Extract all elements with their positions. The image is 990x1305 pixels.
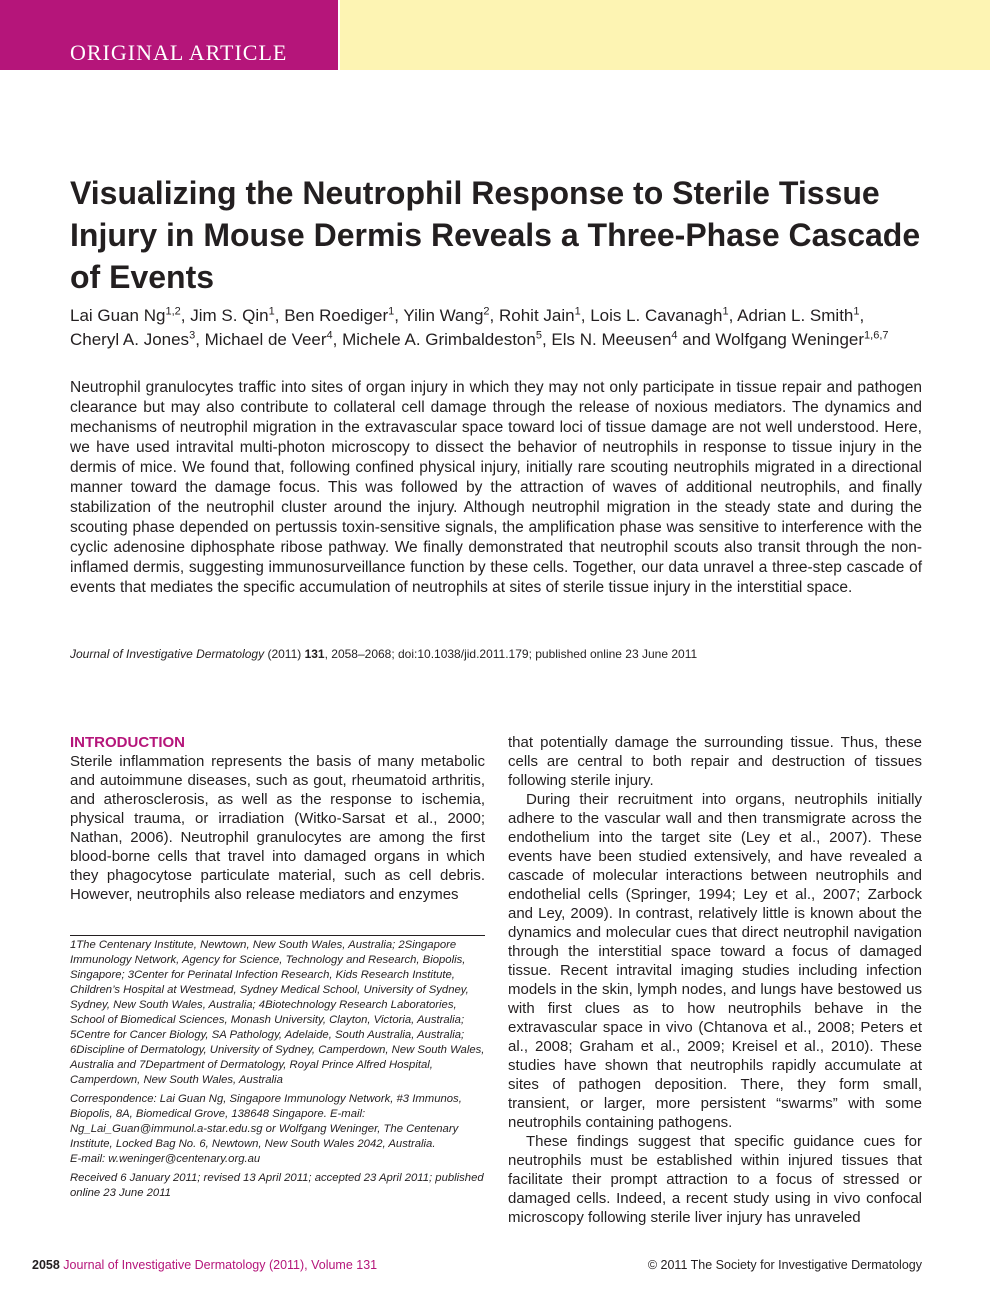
author-name: Cheryl A. Jones — [70, 330, 190, 349]
author-line — [70, 304, 940, 328]
author-affiliation: 1,6,7 — [864, 329, 889, 342]
received-dates: Received 6 January 2011; revised 13 April 2011; accepted 23 April 2011; published online 23 June 2011 — [70, 1172, 484, 1199]
author-affiliation: 5 — [535, 329, 542, 342]
correspondence-email: E-mail: w.weninger@centenary.org.au — [70, 1153, 261, 1165]
author-affiliation: 1 — [388, 305, 395, 318]
author-separator: , — [180, 306, 191, 325]
footnotes — [70, 935, 485, 1201]
right-column — [508, 733, 922, 1227]
author-separator: , — [394, 306, 404, 325]
author-name: Lois L. Cavanagh — [590, 306, 723, 325]
author-affiliation: 1 — [268, 305, 275, 318]
copyright: © 2011 The Society for Investigative Dermatology — [647, 1258, 922, 1272]
page-footer — [32, 1258, 922, 1272]
author-separator: and — [677, 330, 716, 349]
author-separator: , — [274, 306, 285, 325]
article-title: Visualizing the Neutrophil Response to Sterile Tissue Injury in Mouse Dermis Reveals a Three-Phase Cascade of Events — [70, 175, 921, 295]
author-affiliation: 1 — [853, 305, 860, 318]
author-separator: , — [728, 306, 738, 325]
author-name: Ben Roediger — [284, 306, 389, 325]
author-separator: , — [580, 306, 591, 325]
footer-journal: Journal of Investigative Dermatology (2011), Volume 131 — [63, 1258, 378, 1272]
intro-paragraph-3: These findings suggest that specific guidance cues for neutrophils must be established within injured tissues that facilitate their prompt attraction to a focus of stressed or damaged cells. Indeed, a recent study using in vivo confocal microscopy following sterile liver injury has unraveled — [508, 1133, 922, 1226]
author-affiliation: 2 — [483, 305, 490, 318]
citation-journal: Journal of Investigative Dermatology — [70, 647, 265, 661]
author-affiliation: 4 — [671, 329, 678, 342]
author-name: Wolfgang Weninger — [715, 330, 865, 349]
author-name: Jim S. Qin — [190, 306, 269, 325]
citation-details: , 2058–2068; doi:10.1038/jid.2011.179; published online 23 June 2011 — [324, 647, 698, 661]
header-band-decoration — [340, 0, 990, 70]
citation-volume: 131 — [304, 647, 325, 661]
author-affiliation: 1,2 — [165, 305, 181, 318]
author-affiliation: 1 — [722, 305, 729, 318]
intro-paragraph-1: Sterile inflammation represents the basis of many metabolic and autoimmune diseases, such as gout, rheumatoid arthritis, and atherosclerosis, as well as the response to ischemia, physical trauma, or irradiation (Witko-Sarsat et al., 2000; Nathan, 2006). Neutrophil granulocytes are among the first blood-borne cells that travel into damaged organs in which they phagocytose particulate material, such as cell debris. However, neutrophils also release mediators and enzymes — [70, 753, 485, 903]
page-number: 2058 — [32, 1258, 60, 1272]
citation-year: (2011) — [264, 647, 305, 661]
author-name: Yilin Wang — [403, 306, 484, 325]
author-separator: , — [489, 306, 499, 325]
author-name: Els N. Meeusen — [551, 330, 672, 349]
left-column — [70, 733, 485, 904]
author-separator: , — [195, 330, 205, 349]
author-separator: , — [859, 306, 865, 325]
author-separator: , — [332, 330, 343, 349]
author-name: Michele A. Grimbaldeston — [342, 330, 536, 349]
intro-paragraph-2: During their recruitment into organs, neutrophils initially adhere to the vascular wall and then transmigrate across the endothelium into the target site (Ley et al., 2007). These events have been studied extensively, and have revealed a cascade of molecular interactions between neutrophils and endothelial cells (Springer, 1994; Ley et al., 2007; Zarbock and Ley, 2009). In contrast, relatively little is known about the dynamics and molecular cues that direct neutrophil navigation through the interstitial space toward a focus of damaged tissue. Recent intravital imaging studies including infection models in the skin, lymph nodes, and lungs have bestowed us with first clues as to how neutrophils behave in the extravascular space in vivo (Chtanova et al., 2008; Peters et al., 2008; Graham et al., 2009; Kreisel et al., 2010). These studies have shown that neutrophils rapidly accumulate at sites of pathogen deposition. There, they form small, transient, or larger, more persistent “swarms” with some neutrophils containing pathogens. — [508, 791, 922, 1131]
author-affiliation: 1 — [574, 305, 581, 318]
author-affiliation: 3 — [189, 329, 196, 342]
author-separator: , — [541, 330, 552, 349]
citation — [70, 647, 697, 661]
author-name: Michael de Veer — [204, 330, 327, 349]
section-label: ORIGINAL ARTICLE — [70, 40, 288, 65]
author-affiliation: 4 — [326, 329, 333, 342]
correspondence: Correspondence: Lai Guan Ng, Singapore Immunology Network, #3 Immunos, Biopolis, 8A, Biomedical Grove, 138648 Singapore. E-mail: Ng_Lai_Guan@immunol.a-star.edu.sg or Wolfgang Weninger, The Centenary Institute, Locked Bag No. 6, Newtown, New South Wales 2042, Australia. — [70, 1093, 462, 1150]
section-heading: INTRODUCTION — [70, 734, 185, 751]
affiliations: 1The Centenary Institute, Newtown, New South Wales, Australia; 2Singapore Immunology Network, Agency for Science, Technology and Research, Biopolis, Singapore; 3Center for Perinatal Infection Research, Kids Research Institute, Children’s Hospital at Westmead, Sydney Medical School, University of Sydney, Sydney, New South Wales, Australia; 4Biotechnology Research Laboratories, School of Biomedical Sciences, Monash University, Clayton, Victoria, Australia; 5Centre for Cancer Biology, SA Pathology, Adelaide, South Australia, Australia; 6Discipline of Dermatology, University of Sydney, Camperdown, New South Wales, Australia and 7Department of Dermatology, Royal Prince Alfred Hospital, Camperdown, New South Wales, Australia — [70, 939, 485, 1086]
intro-paragraph-continued: that potentially damage the surrounding tissue. Thus, these cells are central to both repair and destruction of tissues following sterile injury. — [508, 734, 922, 789]
author-name: Lai Guan Ng — [70, 306, 166, 325]
author-line — [70, 328, 940, 352]
abstract: Neutrophil granulocytes traffic into sites of organ injury in which they may not only participate in tissue repair and pathogen clearance but may also contribute to collateral cell damage through the release of noxious mediators. The dynamics and mechanisms of neutrophil migration in the extravascular space toward loci of tissue damage are not well understood. Here, we have used intravital multi-photon microscopy to dissect the behavior of neutrophils in response to tissue injury in the dermis of mice. We found that, following confined physical injury, initially rare scouting neutrophils migrated in a directional manner toward the damage focus. This was followed by the attraction of waves of additional neutrophils, and finally stabilization of the neutrophil cluster around the injury. Although neutrophil migration in the steady state and during the scouting phase depended on pertussis toxin-sensitive signals, the amplification phase was sensitive to interference with the cyclic adenosine diphosphate ribose pathway. We finally demonstrated that neutrophil scouts also transit through the non-inflamed dermis, suggesting immunosurveillance function by these cells. Together, our data unravel a three-step cascade of events that mediates the specific accumulation of neutrophils at sites of sterile tissue injury in the interstitial space. — [70, 379, 922, 596]
author-name: Rohit Jain — [499, 306, 575, 325]
author-name: Adrian L. Smith — [737, 306, 854, 325]
author-list — [70, 304, 940, 352]
